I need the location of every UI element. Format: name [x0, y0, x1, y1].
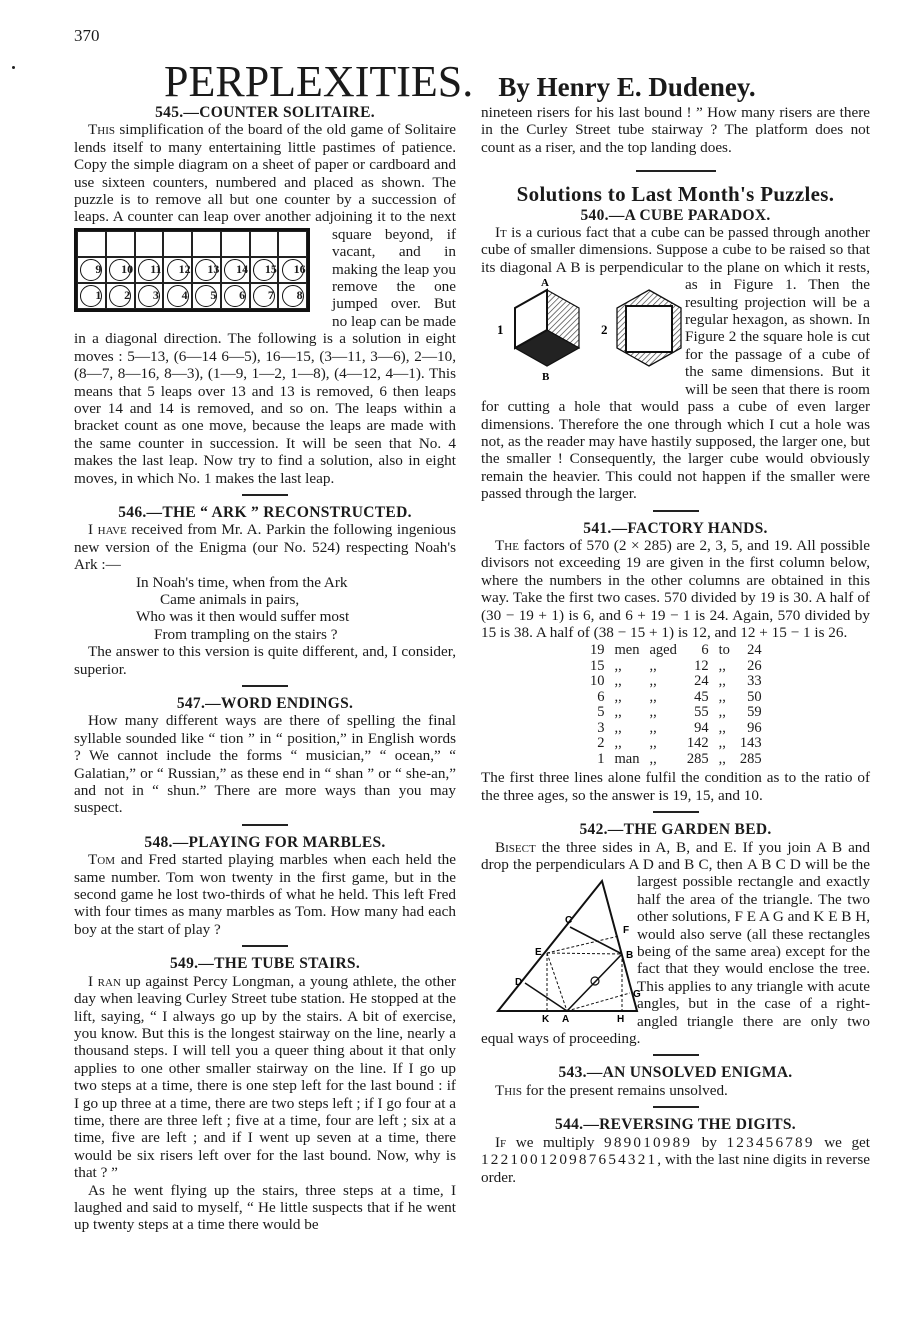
section-divider — [242, 494, 288, 496]
solution-body: factors of 570 (2 × 285) are 2, 3, 5, and 19. All possible divisors not exceeding 19 are given in the first column below, where the numbers in the other columns are obtained in this way. Take the first two cases. 570 divided by 19 is 30. A half of (30 − 19 + 1) is 6, and 6 + 19 − 1 is 24. Again, 570 divided by 15 is 38. A half of (38 − 15 + 1) is 12, and 12 + 15 − 1 is 26. — [481, 536, 870, 641]
table-cell: 12 — [694, 657, 709, 674]
table-cell: 59 — [747, 704, 762, 721]
solution-body: is a curious fact that a cube can be passed through another cube of smaller dimensions. Suppose a cube to be raised so that its diagonal A B is perpendicular to the plane on which it rests, as in Figure 1. Then A 1 B 2 the resulting projection will be a regular hexagon, as shown. In Figure 2 the square hole is cut for the passage of a cube of the same dimensions. But it will be seen that there is room for cutting a hole that would pass a cube of even larger dimensions. Therefore the one through which I cut a hole was not, as the reader may have hastily supposed, the larger one, but the smaller ! Consequently, the larger cube would obviously remain the heavier. This could not happen if the smaller were passed through the larger. — [481, 224, 870, 503]
board-square — [77, 283, 106, 309]
puzzle-text: How many different ways are there of spelling the final syllable sounded like “ tion ” in “ position,” in English words ? We cannot include the forms “ musician,” “ ocean,” “ Galatian,” or “ Russian,” as these end in “ shan ” or “ she-an,” and not in “ shun.” There are more ways than you may suspect. — [74, 712, 456, 817]
section-divider — [242, 945, 288, 947]
point-label-a: A — [562, 1014, 570, 1024]
board-square — [106, 283, 135, 309]
table-cell: ,, — [649, 719, 657, 736]
cube-figure-2 — [601, 290, 681, 366]
table-cell: 50 — [747, 688, 762, 705]
garden-bed-figure — [481, 873, 641, 1024]
puzzle-text — [74, 973, 456, 1182]
poem-line: Who was it then would suffer most — [136, 608, 350, 626]
table-cell: 94 — [694, 719, 709, 736]
section-divider — [653, 1106, 699, 1108]
counter: 11 — [138, 259, 160, 281]
cube-figures — [481, 276, 679, 388]
solution-text — [481, 1082, 870, 1099]
puzzle-549 — [74, 955, 456, 1234]
lead-word: It — [495, 224, 507, 242]
counter: 2 — [109, 285, 131, 307]
board-square — [106, 257, 135, 283]
solution-heading: 541.—FACTORY HANDS. — [583, 519, 768, 537]
left-column — [74, 104, 456, 1234]
text-fragment: , with the last nine digits in reverse order. — [481, 1151, 870, 1186]
board-square — [135, 257, 164, 283]
table-cell: ,, — [614, 673, 622, 690]
puzzle-545 — [74, 104, 456, 487]
point-label-e: E — [535, 947, 542, 959]
poem-line: From trampling on the stairs ? — [154, 625, 338, 643]
puzzle-text — [74, 121, 456, 487]
section-divider — [242, 685, 288, 687]
lead-word: I ran — [88, 972, 121, 990]
board-square — [250, 257, 279, 283]
counter: 15 — [253, 259, 275, 281]
lead-word: This — [495, 1081, 523, 1099]
table-cell: 285 — [739, 750, 762, 767]
table-cell: to — [718, 642, 730, 659]
puzzle-547 — [74, 695, 456, 817]
table-cell: 24 — [694, 673, 709, 690]
table-cell: man — [614, 750, 640, 767]
table-cell: ,, — [614, 719, 622, 736]
table-cell: 45 — [694, 688, 709, 705]
solution-543 — [481, 1064, 870, 1099]
section-divider — [653, 1054, 699, 1056]
right-column — [481, 104, 870, 1186]
counter: 5 — [195, 285, 217, 307]
point-label-g: G — [633, 989, 641, 1001]
table-cell: men — [614, 642, 640, 659]
puzzle-549-continued: nineteen risers for his last bound ! ” How many risers are there in the Curley Street tube stairway ? The platform does not count as a riser, and the top landing does. — [481, 104, 870, 156]
solution-body: for the present remains unsolved. — [522, 1081, 728, 1099]
text-fragment: we multiply — [506, 1133, 605, 1151]
table-cell: 285 — [686, 750, 709, 767]
table-cell: ,, — [649, 735, 657, 752]
puzzle-text — [74, 851, 456, 938]
board-square — [278, 257, 307, 283]
number-multiplicand: 989010989 — [604, 1133, 693, 1151]
point-label-k: K — [542, 1014, 550, 1024]
cube-figure-1 — [497, 277, 579, 383]
table-cell: 96 — [747, 719, 762, 736]
board-square — [77, 257, 106, 283]
table-cell: 6 — [597, 688, 605, 705]
point-label-d: D — [515, 977, 523, 989]
table-cell: 26 — [747, 657, 762, 674]
board-square — [221, 231, 250, 257]
label-b: B — [542, 371, 550, 384]
number-product: 122100120987654321 — [481, 1151, 658, 1169]
table-cell: ,, — [718, 750, 726, 767]
byline: By Henry E. Dudeney. — [498, 72, 756, 102]
solution-541 — [481, 520, 870, 805]
number-multiplier: 123456789 — [726, 1133, 815, 1151]
table-cell: 5 — [597, 704, 605, 721]
solitaire-board-figure — [74, 228, 324, 320]
table-cell: 1 — [597, 750, 605, 767]
table-cell: 10 — [590, 673, 605, 690]
table-row — [585, 752, 767, 768]
puzzle-546 — [74, 504, 456, 678]
table-cell: 6 — [701, 642, 709, 659]
board-square — [135, 283, 164, 309]
table-cell: ,, — [718, 704, 726, 721]
table-cell: 143 — [739, 735, 762, 752]
counter: 3 — [138, 285, 160, 307]
masthead — [164, 56, 756, 107]
puzzle-heading: 547.—WORD ENDINGS. — [176, 695, 354, 712]
table-row — [585, 705, 767, 721]
table-cell: ,, — [718, 688, 726, 705]
solution-heading: 540.—A CUBE PARADOX. — [580, 206, 771, 224]
board-square — [192, 257, 221, 283]
counter: 14 — [224, 259, 246, 281]
table-row — [585, 659, 767, 675]
point-label-c: C — [565, 915, 573, 927]
table-cell: 15 — [590, 657, 605, 674]
table-cell: ,, — [614, 704, 622, 721]
puzzle-body: received from Mr. A. Parkin the following ingenious new version of the Enigma (our No. 524) respecting Noah's Ark :— — [74, 521, 456, 574]
board-square — [250, 231, 279, 257]
table-row — [585, 721, 767, 737]
table-cell: ,, — [649, 657, 657, 674]
board-square — [106, 231, 135, 257]
table-cell: ,, — [614, 657, 622, 674]
table-cell: ,, — [718, 673, 726, 690]
puzzle-body: simplification of the board of the old game of Solitaire lends itself to many entertaining little pastimes of patience. Copy the simple diagram on a sheet of paper or cardboard and use sixteen counters, numbered and placed as shown. The puzzle is to remove all but one counter by a succession of leaps. A counter can leap over another adjoining it to the next 9 10 11 12 13 14 15 16 1 2 3 4 5 6 7 8 square beyond, if vacant, and in making the leap you remove the one jumped over. But no leap can be made in a diagonal direction. The following is a solution in eight moves : 5—13, (6—14 6—5), 16—15, (3—11, 3—6), 2—10, (8—7, 8—16, 8—3), (1—9, 1—2, 1—8), (4—12, 4—1). This means that 5 leaps over 13 and 13 is removed, 6 then leaps over 14 and 14 is removed, and so on. The leaps within a bracket count as one move, because the leaps are made with the same counter in succession. It will be seen that No. 4 makes the last leap. Now try to find a solution, also in eight moves, in which No. 1 makes the last leap. — [74, 121, 456, 487]
table-cell: 19 — [590, 642, 605, 659]
board-square — [192, 231, 221, 257]
table-row — [585, 690, 767, 706]
lead-word: I have — [88, 521, 127, 539]
board-square — [192, 283, 221, 309]
board-square — [278, 283, 307, 309]
puzzle-heading: 545.—COUNTER SOLITAIRE. — [155, 104, 375, 121]
figure-number: 2 — [601, 322, 608, 338]
section-divider — [653, 510, 699, 512]
poem-line: In Noah's time, when from the Ark — [136, 573, 348, 591]
table-cell: 2 — [597, 735, 605, 752]
solution-text — [481, 839, 870, 1048]
puzzle-body: up against Percy Longman, a young athlete, the other day when leaving Curley Street tube station. He stopped at the lift, saying, “ I always go up by the stairs. A bit of exercise, you know. But this is the longest stairway on the line, nearly a thousand steps. I will tell you a queer thing about it that only applies to one other smaller stairway on the line. If I go up two steps at a time, there is one step left for the last bound : if I go up three at a time, there are two steps left ; if I go four at a time, there are three left ; five at a time, four are left ; six at a time, five are left ; and if I went up seven at a time, there would be six risers left over for the last bound. Now, why is that ? ” — [74, 972, 456, 1182]
counter: 8 — [282, 285, 304, 307]
table-cell: 33 — [747, 673, 762, 690]
table-cell: ,, — [718, 719, 726, 736]
board-square — [163, 257, 192, 283]
puzzle-text: As he went flying up the stairs, three steps at a time, I laughed and said to myself, “ He little suspects that if he went up twenty steps at a time there would be — [74, 1181, 456, 1234]
solution-540 — [481, 207, 870, 503]
label-a: A — [541, 277, 549, 290]
table-cell: 24 — [747, 642, 762, 659]
section-divider — [653, 811, 699, 813]
solution-text — [481, 537, 870, 641]
point-label-f: F — [623, 925, 630, 937]
lead-word: If — [495, 1133, 507, 1151]
speck — [12, 66, 15, 69]
table-cell: ,, — [614, 735, 622, 752]
puzzle-body: and Fred started playing marbles when each held the same number. Tom won twenty in the first game, but in the second game he lost two-thirds of what he held. This left Fred with four times as many marbles as Tom. How many had each boy at the start of play ? — [74, 851, 456, 938]
solution-heading: 544.—REVERSING THE DIGITS. — [555, 1116, 796, 1134]
board-square — [163, 231, 192, 257]
ages-table — [585, 643, 767, 767]
lead-word: This — [88, 121, 116, 139]
table-cell: ,, — [649, 704, 657, 721]
puzzle-548 — [74, 834, 456, 938]
puzzle-heading: 546.—THE “ ARK ” RECONSTRUCTED. — [118, 503, 412, 521]
section-divider — [242, 824, 288, 826]
table-cell: 142 — [686, 735, 709, 752]
puzzle-text: The answer to this version is quite different, and, I consider, superior. — [74, 643, 456, 678]
point-label-b: B — [626, 950, 634, 962]
text-fragment: by — [692, 1133, 727, 1151]
counter: 7 — [253, 285, 275, 307]
counter: 1 — [80, 285, 102, 307]
counter: 16 — [282, 259, 304, 281]
counter: 12 — [167, 259, 189, 281]
counter: 6 — [224, 285, 246, 307]
lead-word: Tom — [88, 851, 116, 869]
poem — [74, 574, 456, 644]
table-cell: ,, — [718, 657, 726, 674]
puzzle-heading: 548.—PLAYING FOR MARBLES. — [144, 833, 386, 851]
table-cell: ,, — [718, 735, 726, 752]
point-label-h: H — [617, 1014, 625, 1024]
board-square — [250, 283, 279, 309]
text-fragment: we get — [814, 1133, 871, 1151]
table-row — [585, 643, 767, 659]
table-row — [585, 736, 767, 752]
table-cell: ,, — [649, 750, 657, 767]
table-cell: ,, — [649, 688, 657, 705]
poem-line: Came animals in pairs, — [160, 590, 300, 608]
solution-body: the three sides in A, B, and E. If you join A B and drop the perpendiculars A D and B C, then C F E B D G K A H A B C D will be the largest possible rectangle and exactly half the area of the triangle. The two other solutions, F E A G and K E B H, would also serve (all these rectangles being of the same area) except for the fact that they would enclose the tree. This applies to any triangle with acute angles, but in the case of a right-angled triangle there are only two equal ways of proceeding. — [481, 838, 871, 1048]
table-row — [585, 674, 767, 690]
board-square — [163, 283, 192, 309]
board-square — [77, 231, 106, 257]
board-square — [278, 231, 307, 257]
table-cell: 3 — [597, 719, 605, 736]
table-cell: 55 — [694, 704, 709, 721]
counter: 4 — [167, 285, 189, 307]
solution-heading: 542.—THE GARDEN BED. — [579, 821, 772, 839]
table-cell: ,, — [649, 673, 657, 690]
lead-word: Bisect — [495, 838, 536, 856]
solution-text — [481, 224, 870, 503]
counter: 13 — [195, 259, 217, 281]
solitaire-board — [74, 228, 310, 312]
board-square — [221, 283, 250, 309]
puzzle-text — [74, 521, 456, 573]
table-cell: ,, — [614, 688, 622, 705]
lead-word: The — [495, 536, 519, 554]
solution-text: The first three lines alone fulfil the condition as to the ratio of the three ages, so the answer is 19, 15, and 10. — [481, 769, 870, 804]
section-divider — [636, 170, 716, 172]
solution-heading: 543.—AN UNSOLVED ENIGMA. — [558, 1064, 793, 1082]
figure-number: 1 — [497, 322, 504, 338]
counter: 9 — [80, 259, 102, 281]
solution-text — [481, 1134, 870, 1186]
board-square — [135, 231, 164, 257]
board-square — [221, 257, 250, 283]
table-cell: aged — [649, 642, 677, 659]
page-title: PERPLEXITIES. — [164, 57, 474, 106]
solution-544 — [481, 1116, 870, 1186]
counter: 10 — [109, 259, 131, 281]
page-number: 370 — [74, 26, 100, 45]
puzzle-heading: 549.—THE TUBE STAIRS. — [169, 955, 361, 973]
solutions-title: Solutions to Last Month's Puzzles. — [516, 182, 835, 207]
solution-542 — [481, 821, 870, 1047]
